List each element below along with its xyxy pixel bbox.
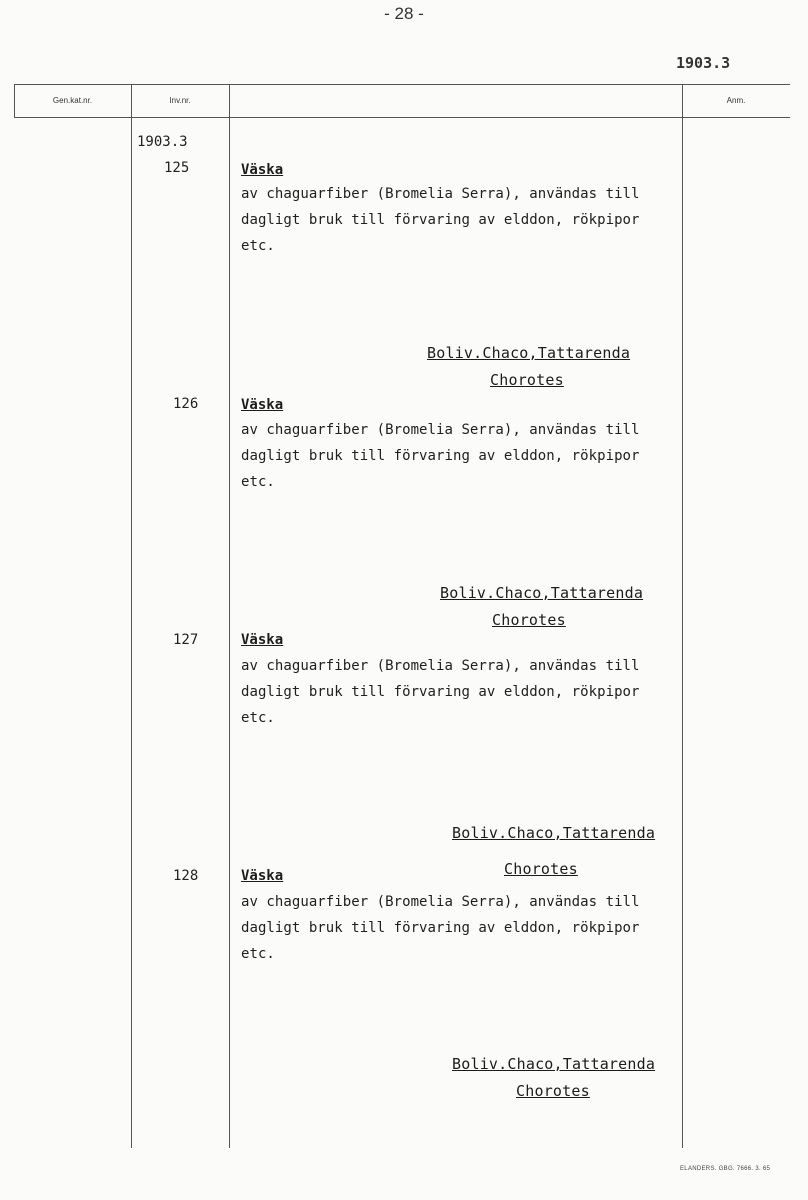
entry-text-line: etc. [241,710,275,726]
header-anm: Anm. [726,96,746,105]
entry-location: Boliv.Chaco,Tattarenda [452,1055,656,1073]
entry-text-line: etc. [241,474,275,490]
entry-location: Boliv.Chaco,Tattarenda [452,824,656,842]
entry-people: Chorotes [490,371,564,389]
entry-text-line: av chaguarfiber (Bromelia Serra), användas till [241,422,640,438]
column-rule-gen [131,84,132,1148]
entry-title: Väska [241,632,284,648]
entry-text-line: dagligt bruk till förvaring av elddon, rökpipor [241,212,640,228]
entry-people: Chorotes [516,1082,590,1100]
inv-number: 127 [173,632,199,648]
column-rule-inv [229,84,230,1148]
entry-text-line: dagligt bruk till förvaring av elddon, rökpipor [241,684,640,700]
entry-location: Boliv.Chaco,Tattarenda [440,584,644,602]
entry-text-line: av chaguarfiber (Bromelia Serra), användas till [241,186,640,202]
entry-location: Boliv.Chaco,Tattarenda [427,344,631,362]
entry-text-line: av chaguarfiber (Bromelia Serra), användas till [241,894,640,910]
header-gen-kat-nr: Gen.kat.nr. [52,96,93,105]
printer-imprint: ELANDERS. GBG. 7666. 3. 65 [680,1166,771,1172]
inv-accession: 1903.3 [137,134,188,150]
entry-title: Väska [241,868,284,884]
inv-number: 125 [164,160,190,176]
entry-text-line: etc. [241,946,275,962]
entry-text-line: dagligt bruk till förvaring av elddon, rökpipor [241,920,640,936]
inv-number: 128 [173,868,199,884]
entry-text-line: etc. [241,238,275,254]
entry-text-line: dagligt bruk till förvaring av elddon, rökpipor [241,448,640,464]
entry-title: Väska [241,162,284,178]
entry-text-line: av chaguarfiber (Bromelia Serra), användas till [241,658,640,674]
page-number: - 28 - [384,4,424,23]
accession-header: 1903.3 [676,54,731,72]
column-rule-anm [682,84,683,1148]
entry-people: Chorotes [492,611,566,629]
entry-title: Väska [241,397,284,413]
inv-number: 126 [173,396,199,412]
header-inv-nr: Inv.nr. [169,96,191,105]
entry-people: Chorotes [504,860,578,878]
